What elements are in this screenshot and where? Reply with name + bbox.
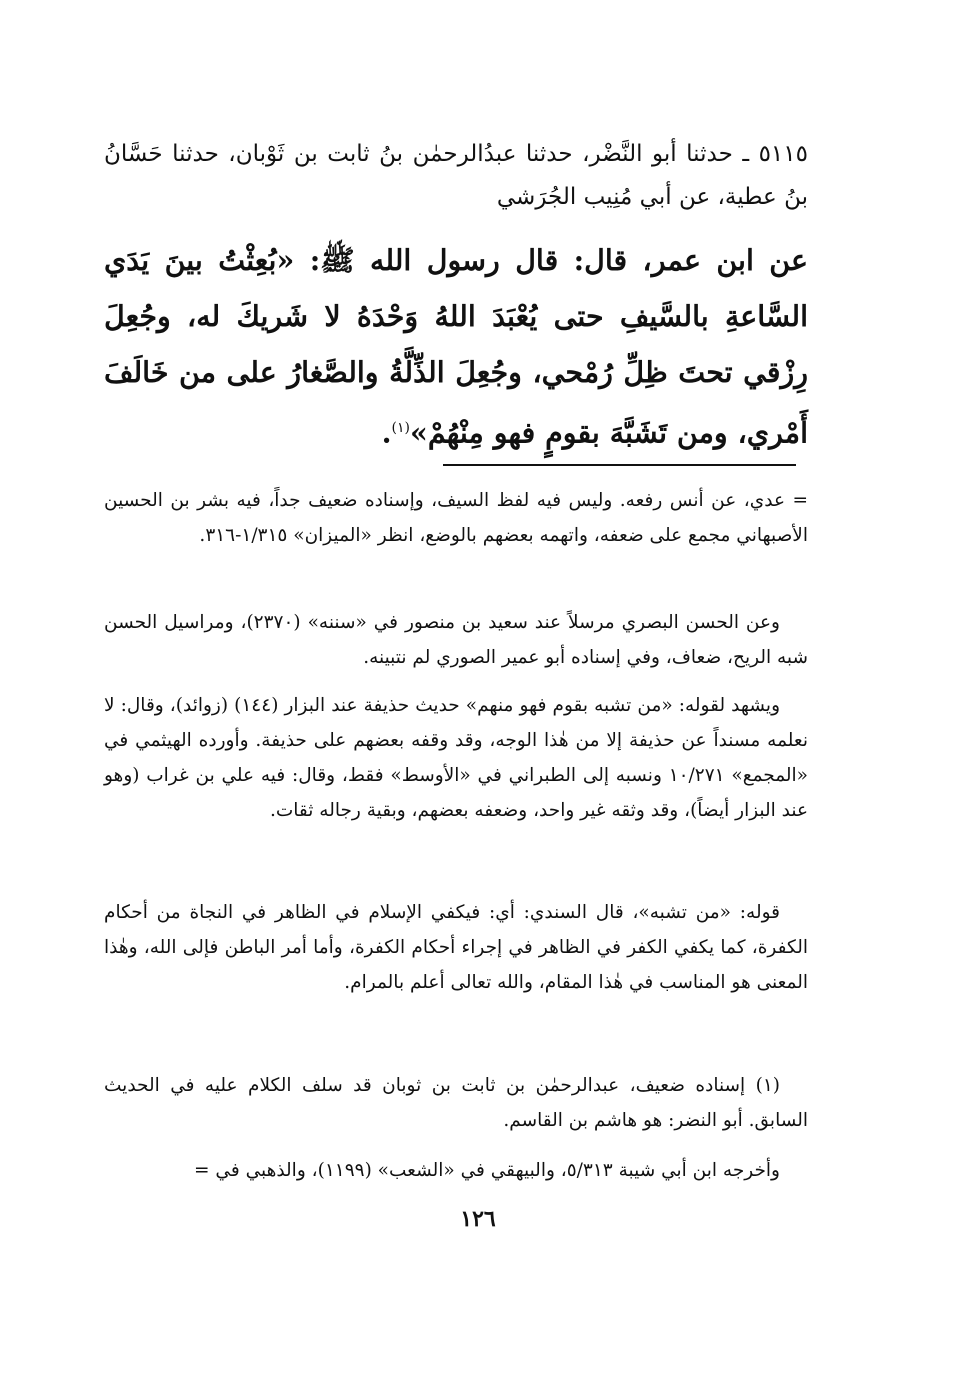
matn-end-mark: .	[381, 415, 392, 450]
matn-text: عن ابن عمر، قال: قال رسول الله ﷺ: «بُعِثْتُ بينَ يَدَي السَّاعةِ بالسَّيفِ حتى يُعْبَدَ اللهُ وَحْدَهُ لا شَريكَ له، وجُعِلَ رِزْقي تحتَ ظِلِّ رُمْحي، وجُعِلَ الذِّلَّةُ والصَّغارُ على من خَالَفَ أَمْري، ومن تَشَبَّهَ بقومٍ فهو مِنْهُمْ»	[104, 243, 809, 450]
isnad-text: ٥١١٥ ـ حدثنا أبو النَّضْر، حدثنا عبدُالرحمٰن بنُ ثابت بن ثَوْبان، حدثنا حَسَّانُ بنُ عطية، عن أبي مُنِيب الجُرَشي	[104, 141, 808, 210]
note-paragraph: ويشهد لقوله: «من تشبه بقوم فهو منهم» حديث حذيفة عند البزار (١٤٤) (زوائد)، وقال: لا نعلمه مسنداً عن حذيفة إلا من هٰذا الوجه، وقد وقفه بعضهم على حذيفة. وأورده الهيثمي في «المجمع» ١٠/٢٧١ ونسبه إلى الطبراني في «الأوسط» فقط، وقال: فيه علي بن غراب (وهو عند البزار أيضاً)، وقد وثقه غير واحد، وضعفه بعضهم، وبقية رجاله ثقات.	[104, 695, 808, 821]
footnote-1-sources	[104, 1153, 808, 1188]
note-sindi-commentary	[104, 895, 808, 1000]
note-continuation	[104, 483, 808, 553]
note-paragraph: قوله: «من تشبه»، قال السندي: أي: فيكفي الإسلام في الظاهر في النجاة من أحكام الكفرة، كما يكفي الكفر في الظاهر في إجراء أحكام الكفرة، وأما أمر الباطن فإلى الله، وهٰذا المعنى هو المناسب في هٰذا المقام، والله تعالى أعلم بالمرام.	[104, 902, 808, 993]
note-supporting-hadith	[104, 688, 808, 828]
footnote-1	[104, 1068, 808, 1138]
footnote-reference: (١)	[391, 420, 411, 436]
hadith-text	[104, 232, 808, 461]
note-paragraph: وعن الحسن البصري مرسلاً عند سعيد بن منصور في «سننه» (٢٣٧٠)، ومراسيل الحسن شبه الريح، ضعاف، وفي إسناده أبو عمير الصوري لم نتبينه.	[104, 612, 808, 668]
hadith-chain-of-narration	[104, 133, 808, 219]
note-hasan-basri	[104, 605, 808, 675]
footnote-divider	[443, 464, 796, 466]
note-paragraph: = عدي، عن أنس رفعه. وليس فيه لفظ السيف، وإسناده ضعيف جداً، فيه بشر بن الحسين الأصبهاني مجمع على ضعفه، واتهمه بعضهم بالوضع، انظر «الميزان» ١/٣١٥-٣١٦.	[104, 490, 808, 546]
page-number: ١٢٦	[460, 1206, 496, 1232]
note-paragraph: وأخرجه ابن أبي شيبة ٥/٣١٣، والبيهقي في «الشعب» (١١٩٩)، والذهبي في =	[194, 1160, 780, 1181]
note-paragraph: (١) إسناده ضعيف، عبدالرحمٰن بن ثابت بن ثوبان قد سلف الكلام عليه في الحديث السابق. أبو النضر: هو هاشم بن القاسم.	[104, 1075, 808, 1131]
